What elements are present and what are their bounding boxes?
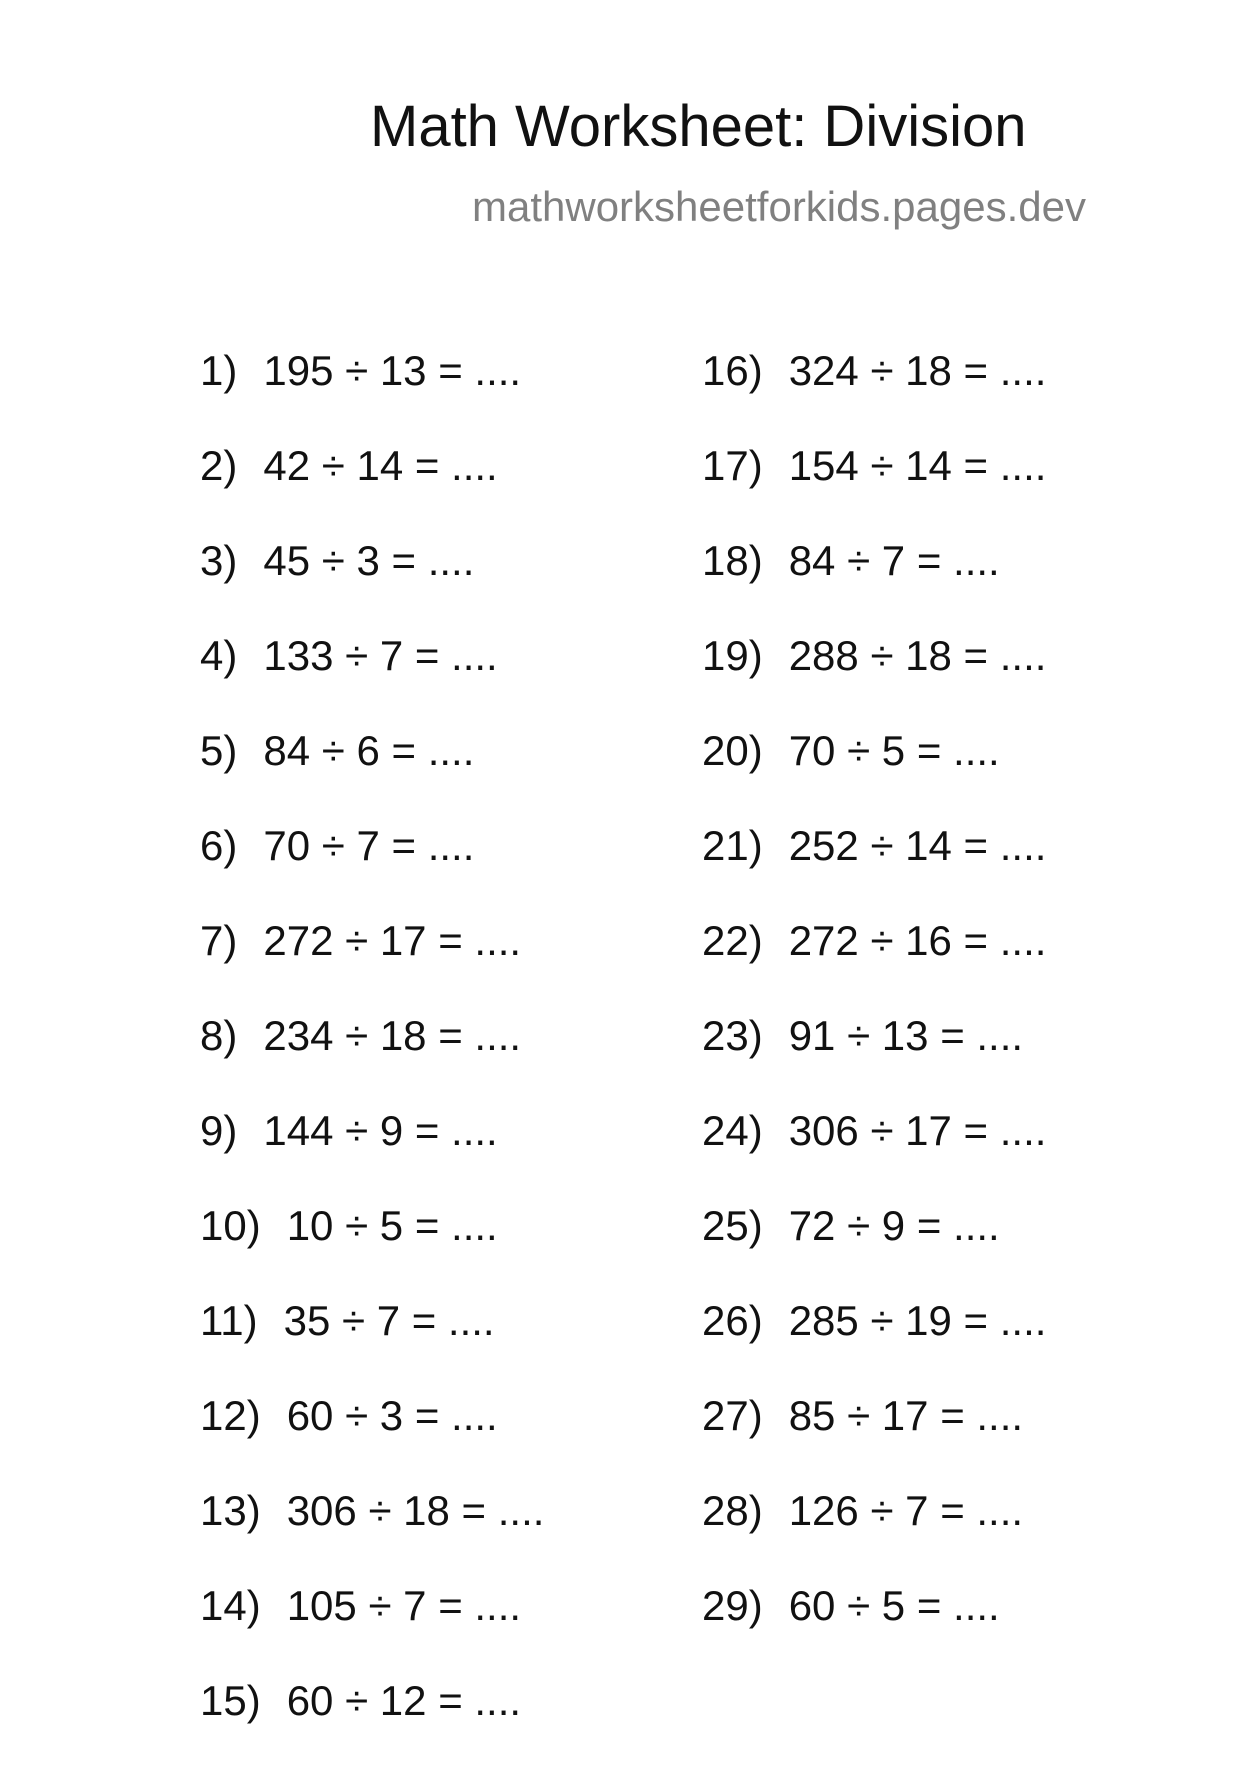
problem-number: 23) xyxy=(702,1012,763,1059)
problem-expression: 70 ÷ 7 = .... xyxy=(263,822,475,869)
problem-expression: 84 ÷ 6 = .... xyxy=(263,727,475,774)
problem-number: 6) xyxy=(200,822,238,869)
problem-expression: 133 ÷ 7 = .... xyxy=(263,632,498,679)
problem-item xyxy=(200,917,544,1015)
problem-item xyxy=(702,442,1047,540)
problem-item xyxy=(702,1487,1046,1585)
problem-number: 25) xyxy=(702,1202,763,1249)
problem-expression: 285 ÷ 19 = .... xyxy=(788,1297,1047,1344)
problem-expression: 195 ÷ 13 = .... xyxy=(263,347,522,394)
problem-expression: 126 ÷ 7 = .... xyxy=(788,1487,1024,1534)
problem-number: 28) xyxy=(702,1487,763,1534)
problem-item xyxy=(702,822,1047,920)
problem-expression: 91 ÷ 13 = .... xyxy=(788,1012,1024,1059)
problem-number: 4) xyxy=(200,632,238,679)
problem-column-right xyxy=(702,347,1047,1680)
problem-number: 29) xyxy=(702,1582,763,1629)
problem-item xyxy=(200,347,544,445)
worksheet-title: Math Worksheet: Division xyxy=(370,94,1027,159)
problem-number: 5) xyxy=(200,727,238,774)
problem-item xyxy=(702,1392,1046,1490)
problem-item xyxy=(702,1012,1046,1110)
problem-expression: 60 ÷ 12 = .... xyxy=(286,1677,522,1724)
problem-number: 15) xyxy=(200,1677,261,1724)
problem-item xyxy=(200,1107,544,1205)
problem-number: 27) xyxy=(702,1392,763,1439)
problem-expression: 272 ÷ 16 = .... xyxy=(788,917,1047,964)
problem-item xyxy=(200,727,544,825)
problem-item xyxy=(702,1202,1046,1300)
problem-item xyxy=(200,632,544,730)
problem-item xyxy=(702,537,1046,635)
problem-number: 8) xyxy=(200,1012,238,1059)
problem-expression: 272 ÷ 17 = .... xyxy=(263,917,522,964)
problem-expression: 306 ÷ 18 = .... xyxy=(286,1487,545,1534)
problem-number: 17) xyxy=(702,442,763,489)
problem-expression: 324 ÷ 18 = .... xyxy=(788,347,1047,394)
problem-expression: 252 ÷ 14 = .... xyxy=(788,822,1047,869)
problem-item xyxy=(702,1107,1047,1205)
problem-expression: 84 ÷ 7 = .... xyxy=(788,537,1000,584)
problem-item xyxy=(200,1297,544,1395)
problem-item xyxy=(200,1392,544,1490)
problem-expression: 85 ÷ 17 = .... xyxy=(788,1392,1024,1439)
problem-number: 21) xyxy=(702,822,763,869)
problem-item xyxy=(702,1582,1046,1680)
problem-number: 13) xyxy=(200,1487,261,1534)
problem-item xyxy=(200,1487,545,1585)
problem-number: 2) xyxy=(200,442,238,489)
problem-number: 14) xyxy=(200,1582,261,1629)
problem-number: 1) xyxy=(200,347,238,394)
problem-item xyxy=(200,1012,544,1110)
problem-number: 19) xyxy=(702,632,763,679)
site-url: mathworksheetforkids.pages.dev xyxy=(472,183,1086,230)
problem-expression: 306 ÷ 17 = .... xyxy=(788,1107,1047,1154)
problem-number: 16) xyxy=(702,347,763,394)
problem-item xyxy=(702,1297,1047,1395)
problem-number: 12) xyxy=(200,1392,261,1439)
problem-number: 20) xyxy=(702,727,763,774)
problem-item xyxy=(702,632,1047,730)
problem-expression: 42 ÷ 14 = .... xyxy=(263,442,498,489)
problem-expression: 70 ÷ 5 = .... xyxy=(788,727,1000,774)
problem-item xyxy=(200,537,544,635)
problem-expression: 10 ÷ 5 = .... xyxy=(286,1202,498,1249)
problem-expression: 105 ÷ 7 = .... xyxy=(286,1582,522,1629)
problem-number: 7) xyxy=(200,917,238,964)
problem-item xyxy=(200,1582,544,1680)
problem-number: 24) xyxy=(702,1107,763,1154)
problem-expression: 45 ÷ 3 = .... xyxy=(263,537,475,584)
problem-number: 18) xyxy=(702,537,763,584)
problem-item xyxy=(702,347,1047,445)
problem-expression: 35 ÷ 7 = .... xyxy=(283,1297,495,1344)
problem-item xyxy=(702,727,1046,825)
problem-item xyxy=(702,917,1047,1015)
problem-expression: 60 ÷ 3 = .... xyxy=(286,1392,498,1439)
problem-number: 26) xyxy=(702,1297,763,1344)
problem-item xyxy=(200,1677,544,1775)
problem-item xyxy=(200,442,544,540)
problem-item xyxy=(200,1202,544,1300)
problem-number: 11) xyxy=(200,1297,258,1344)
problem-column-left xyxy=(200,347,545,1775)
problem-expression: 144 ÷ 9 = .... xyxy=(263,1107,498,1154)
problem-item xyxy=(200,822,544,920)
problem-expression: 60 ÷ 5 = .... xyxy=(788,1582,1000,1629)
problem-number: 9) xyxy=(200,1107,238,1154)
problem-expression: 288 ÷ 18 = .... xyxy=(788,632,1047,679)
problem-expression: 72 ÷ 9 = .... xyxy=(788,1202,1000,1249)
problem-number: 10) xyxy=(200,1202,261,1249)
problem-number: 22) xyxy=(702,917,763,964)
problem-number: 3) xyxy=(200,537,238,584)
problem-expression: 234 ÷ 18 = .... xyxy=(263,1012,522,1059)
problem-expression: 154 ÷ 14 = .... xyxy=(788,442,1047,489)
